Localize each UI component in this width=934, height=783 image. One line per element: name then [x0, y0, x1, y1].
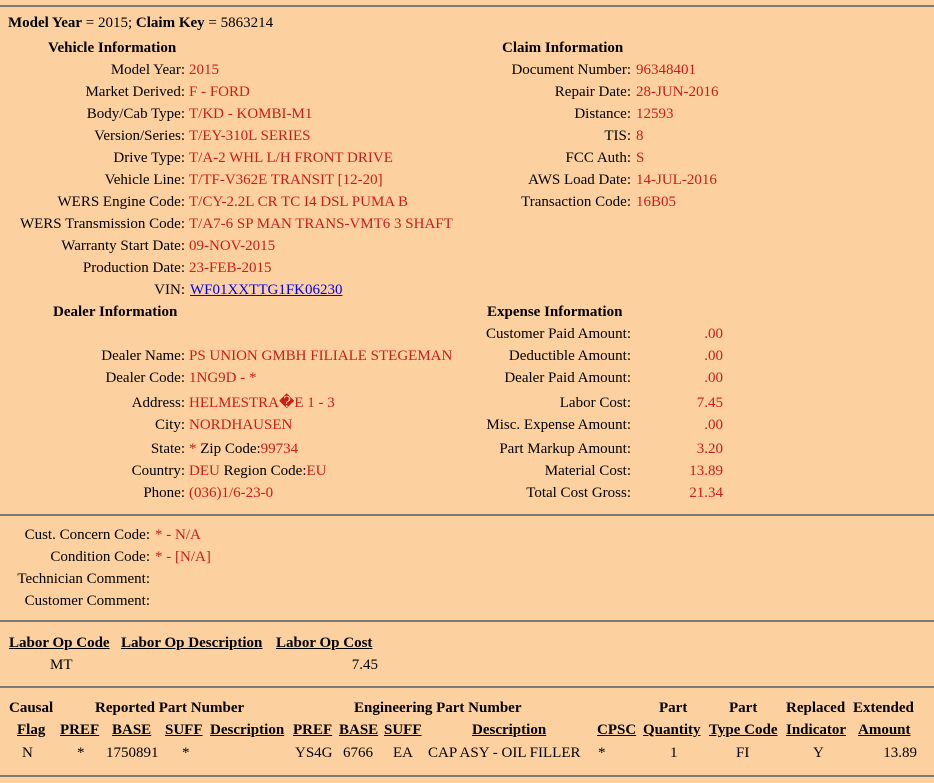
flag-header: Flag: [17, 722, 46, 738]
vehicle-field-label: Version/Series:: [94, 128, 185, 144]
labor-op-cost-cell: 7.45: [351, 657, 378, 673]
quantity-header: Quantity: [643, 722, 701, 738]
eng-description-header: Description: [472, 722, 547, 738]
vehicle-field-label: Drive Type:: [113, 150, 185, 166]
cust-concern-label: Cust. Concern Code:: [24, 527, 150, 543]
top-divider: [0, 5, 934, 7]
expense-field-value: 13.89: [689, 463, 723, 479]
phone-label: Phone:: [143, 485, 185, 501]
engineering-part-number-header: Engineering Part Number: [354, 700, 522, 716]
expense-field-value: 7.45: [696, 395, 723, 411]
condition-code-value: * - [N/A]: [155, 549, 211, 565]
vehicle-field-value: 23-FEB-2015: [189, 260, 272, 276]
claim-field-label: AWS Load Date:: [528, 172, 631, 188]
eng-description-cell: CAP ASY - OIL FILLER: [428, 745, 581, 761]
vehicle-field-label: Market Derived:: [85, 84, 185, 100]
dealer-info-title: Dealer Information: [53, 304, 178, 320]
claim-field-label: Transaction Code:: [521, 194, 631, 210]
claim-field-value: 14-JUL-2016: [636, 172, 717, 188]
reported-part-number-header: Reported Part Number: [95, 700, 245, 716]
part-type-group-header: Part: [729, 700, 758, 716]
bottom-divider: [0, 775, 934, 777]
vehicle-field-value: T/EY-310L SERIES: [189, 128, 311, 144]
suff-cell: *: [182, 745, 190, 761]
city-value: NORDHAUSEN: [189, 417, 293, 433]
phone-value: (036)1/6-23-0: [189, 485, 274, 501]
eng-base-header: BASE: [339, 722, 379, 738]
equals-sign: =: [204, 15, 221, 31]
vehicle-field-label: Vehicle Line:: [104, 172, 185, 188]
condition-code-label: Condition Code:: [50, 549, 150, 565]
causal-group-header: Causal: [9, 700, 54, 716]
vehicle-field-label: WERS Transmission Code:: [19, 216, 185, 232]
vehicle-field-value: T/TF-V362E TRANSIT [12-20]: [189, 172, 383, 188]
expense-field-label: Deductible Amount:: [508, 348, 631, 364]
claim-field-value: 12593: [636, 106, 674, 122]
address-label: Address:: [131, 395, 185, 411]
cust-concern-value: * - N/A: [155, 527, 201, 543]
vehicle-field-label: WERS Engine Code:: [57, 194, 185, 210]
amount-cell: 13.89: [883, 745, 917, 761]
claim-field-value: S: [636, 150, 645, 166]
expense-field-label: Labor Cost:: [559, 395, 631, 411]
expense-field-value: .00: [704, 326, 723, 342]
pref-cell: *: [77, 745, 85, 761]
technician-comment-label: Technician Comment:: [17, 571, 150, 587]
section-divider: [0, 620, 934, 622]
claim-field-label: FCC Auth:: [565, 150, 631, 166]
labor-op-code-header: Labor Op Code: [9, 635, 110, 651]
expense-field-value: .00: [704, 348, 723, 364]
type-code-header: Type Code: [709, 722, 778, 738]
vehicle-field-label: Model Year:: [110, 62, 185, 78]
city-label: City:: [154, 417, 185, 433]
expense-field-label: Misc. Expense Amount:: [486, 417, 631, 433]
expense-field-value: .00: [704, 417, 723, 433]
eng-pref-header: PREF: [293, 722, 333, 738]
eng-base-cell: 6766: [343, 745, 373, 761]
vehicle-field-label: Body/Cab Type:: [86, 106, 185, 122]
description-header: Description: [210, 722, 285, 738]
vin-label: VIN:: [154, 282, 185, 298]
vehicle-field-value: 2015: [189, 62, 219, 78]
expense-field-label: Customer Paid Amount:: [485, 326, 631, 342]
dealer-name-value: PS UNION GMBH FILIALE STEGEMAN: [189, 348, 453, 364]
state-zip-line: [189, 439, 298, 459]
claim-header: [8, 13, 273, 33]
country-value: DEU: [189, 463, 220, 479]
expense-field-value: 21.34: [689, 485, 723, 501]
country-label: Country:: [131, 463, 185, 479]
claim-field-label: Document Number:: [511, 62, 631, 78]
pref-header: PREF: [60, 722, 100, 738]
state-label: State:: [150, 441, 185, 457]
base-header: BASE: [112, 722, 152, 738]
vehicle-field-value: 09-NOV-2015: [189, 238, 276, 254]
separator: ;: [127, 15, 136, 31]
type-code-cell: FI: [736, 745, 750, 761]
claim-field-value: 16B05: [636, 194, 677, 210]
claim-info-title: Claim Information: [502, 40, 624, 56]
section-divider: [0, 514, 934, 516]
labor-op-code-cell: MT: [50, 657, 73, 673]
dealer-name-label: Dealer Name:: [101, 348, 185, 364]
vehicle-field-value: T/KD - KOMBI-M1: [189, 106, 313, 122]
flag-cell: N: [22, 745, 33, 761]
expense-field-value: 3.20: [696, 441, 723, 457]
cpsc-cell: *: [598, 745, 606, 761]
expense-field-label: Dealer Paid Amount:: [504, 370, 631, 386]
expense-field-label: Total Cost Gross:: [526, 485, 631, 501]
vehicle-field-value: T/CY-2.2L CR TC I4 DSL PUMA B: [189, 194, 409, 210]
claim-key-label: Claim Key: [135, 15, 205, 31]
dealer-code-value: 1NG9D - *: [189, 370, 257, 386]
vehicle-field-value: T/A-2 WHL L/H FRONT DRIVE: [189, 150, 393, 166]
dealer-code-label: Dealer Code:: [105, 370, 185, 386]
model-year-value: 2015: [97, 15, 128, 31]
indicator-cell: Y: [813, 745, 824, 761]
model-year-label: Model Year: [8, 15, 83, 31]
expense-field-label: Material Cost:: [544, 463, 631, 479]
country-region-line: [189, 461, 327, 481]
state-value: *: [189, 441, 197, 457]
suff-header: SUFF: [165, 722, 203, 738]
eng-pref-cell: YS4G: [295, 745, 333, 761]
part-quantity-group-header: Part: [659, 700, 688, 716]
vehicle-info-title: Vehicle Information: [48, 40, 177, 56]
customer-comment-label: Customer Comment:: [24, 593, 150, 609]
claim-key-value: 5863214: [220, 15, 274, 31]
claim-field-label: TIS:: [604, 128, 631, 144]
region-value: EU: [306, 463, 327, 479]
claim-field-label: Repair Date:: [554, 84, 631, 100]
replaced-group-header: Replaced: [786, 700, 846, 716]
vehicle-field-value: T/A7-6 SP MAN TRANS-VMT6 3 SHAFT: [189, 216, 453, 232]
quantity-cell: 1: [670, 745, 678, 761]
region-label: Region Code:: [219, 463, 307, 479]
base-cell: 1750891: [106, 745, 159, 761]
expense-field-label: Part Markup Amount:: [499, 441, 631, 457]
zip-label: Zip Code:: [196, 441, 261, 457]
indicator-header: Indicator: [786, 722, 846, 738]
claim-field-value: 96348401: [636, 62, 696, 78]
claim-field-value: 8: [636, 128, 644, 144]
equals-sign: =: [82, 15, 98, 31]
address-value: HELMESTRA�E 1 - 3: [189, 395, 335, 411]
cpsc-header: CPSC: [597, 722, 637, 738]
labor-op-description-header: Labor Op Description: [121, 635, 263, 651]
claim-field-value: 28-JUN-2016: [636, 84, 719, 100]
extended-group-header: Extended: [853, 700, 914, 716]
amount-header: Amount: [858, 722, 911, 738]
eng-suff-header: SUFF: [384, 722, 422, 738]
vehicle-field-label: Warranty Start Date:: [61, 238, 185, 254]
claim-field-label: Distance:: [574, 106, 631, 122]
vin-value-wrap: [190, 280, 343, 300]
expense-field-value: .00: [704, 370, 723, 386]
eng-suff-cell: EA: [393, 745, 413, 761]
expense-info-title: Expense Information: [487, 304, 623, 320]
section-divider: [0, 686, 934, 688]
vehicle-field-label: Production Date:: [82, 260, 185, 276]
vehicle-field-value: F - FORD: [189, 84, 250, 100]
labor-op-cost-header: Labor Op Cost: [276, 635, 373, 651]
vin-link[interactable]: WF01XXTTG1FK06230: [190, 282, 343, 298]
zip-value: 99734: [260, 441, 299, 457]
